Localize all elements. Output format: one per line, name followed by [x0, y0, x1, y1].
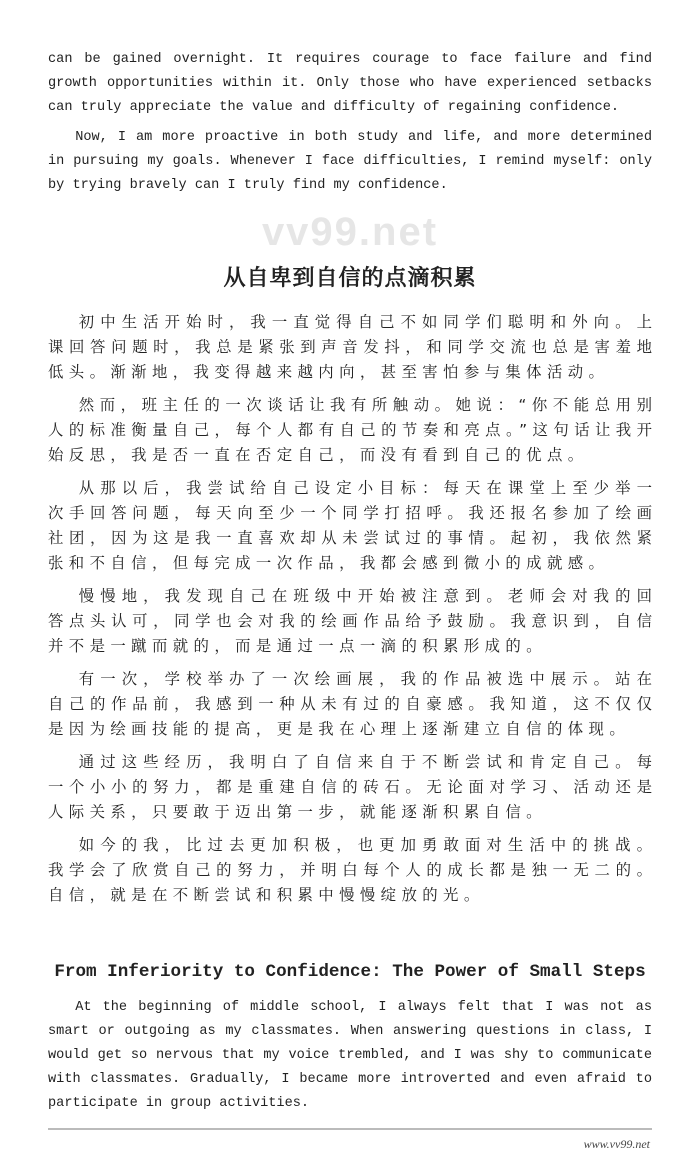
paragraph: Now, I am more proactive in both study and life, and more determined in pursuing my goals. Whenever I face difficulties, I remind myself: only by trying bravely can I truly find my confidence.	[48, 130, 652, 193]
footer-url: www.vv99.net	[583, 1137, 650, 1151]
watermark: vv99.net	[261, 210, 439, 254]
intro-english-block	[48, 48, 652, 198]
paragraph: 从那以后，我尝试给自己设定小目标：每天在课堂上至少举一次手回答问题，每天向至少一个同学打招呼。我还报名参加了绘画社团，因为这是我一直喜欢却从未尝试过的事情。起初，我依然紧张和不自信，但每完成一次作品，我都会感到微小的成就感。	[48, 479, 658, 572]
chinese-section-title: 从自卑到自信的点滴积累	[223, 266, 477, 291]
english-section-body	[48, 996, 652, 1116]
english-section-title: From Inferiority to Confidence: The Power of Small Steps	[54, 962, 646, 982]
paragraph: 有一次，学校举办了一次绘画展，我的作品被选中展示。站在自己的作品前，我感到一种从未有过的自豪感。我知道，这不仅仅是因为绘画技能的提高，更是我在心理上逐渐建立自信的体现。	[48, 670, 658, 738]
footer-divider	[48, 1128, 652, 1130]
chinese-section-body	[48, 310, 658, 908]
paragraph: can be gained overnight. It requires courage to face failure and find growth opportunities within it. Only those who have experienced setbacks can truly appreciate the value and difficulty of regaining confidence.	[48, 52, 652, 115]
paragraph: 慢慢地，我发现自己在班级中开始被注意到。老师会对我的回答点头认可，同学也会对我的绘画作品给予鼓励。我意识到，自信并不是一蹴而就的，而是通过一点一滴的积累形成的。	[48, 587, 658, 655]
paragraph: 通过这些经历，我明白了自信来自于不断尝试和肯定自己。每一个小小的努力，都是重建自信的砖石。无论面对学习、活动还是人际关系，只要敢于迈出第一步，就能逐渐积累自信。	[48, 753, 658, 821]
paragraph: 初中生活开始时，我一直觉得自己不如同学们聪明和外向。上课回答问题时，我总是紧张到声音发抖，和同学交流也总是害羞地低头。渐渐地，我变得越来越内向，甚至害怕参与集体活动。	[48, 313, 658, 381]
paragraph: 如今的我，比过去更加积极，也更加勇敢面对生活中的挑战。我学会了欣赏自己的努力，并明白每个人的成长都是独一无二的。自信，就是在不断尝试和积累中慢慢绽放的光。	[48, 836, 658, 904]
paragraph: At the beginning of middle school, I always felt that I was not as smart or outgoing as my classmates. When answering questions in class, I would get so nervous that my voice trembled, and I was shy to communicate with classmates. Gradually, I became more introverted and even afraid to participate in group activities.	[48, 1000, 652, 1111]
paragraph: 然而，班主任的一次谈话让我有所触动。她说：“你不能总用别人的标准衡量自己，每个人都有自己的节奏和亮点。”这句话让我开始反思，我是否一直在否定自己，而没有看到自己的优点。	[48, 396, 658, 464]
watermark-row	[48, 206, 652, 258]
